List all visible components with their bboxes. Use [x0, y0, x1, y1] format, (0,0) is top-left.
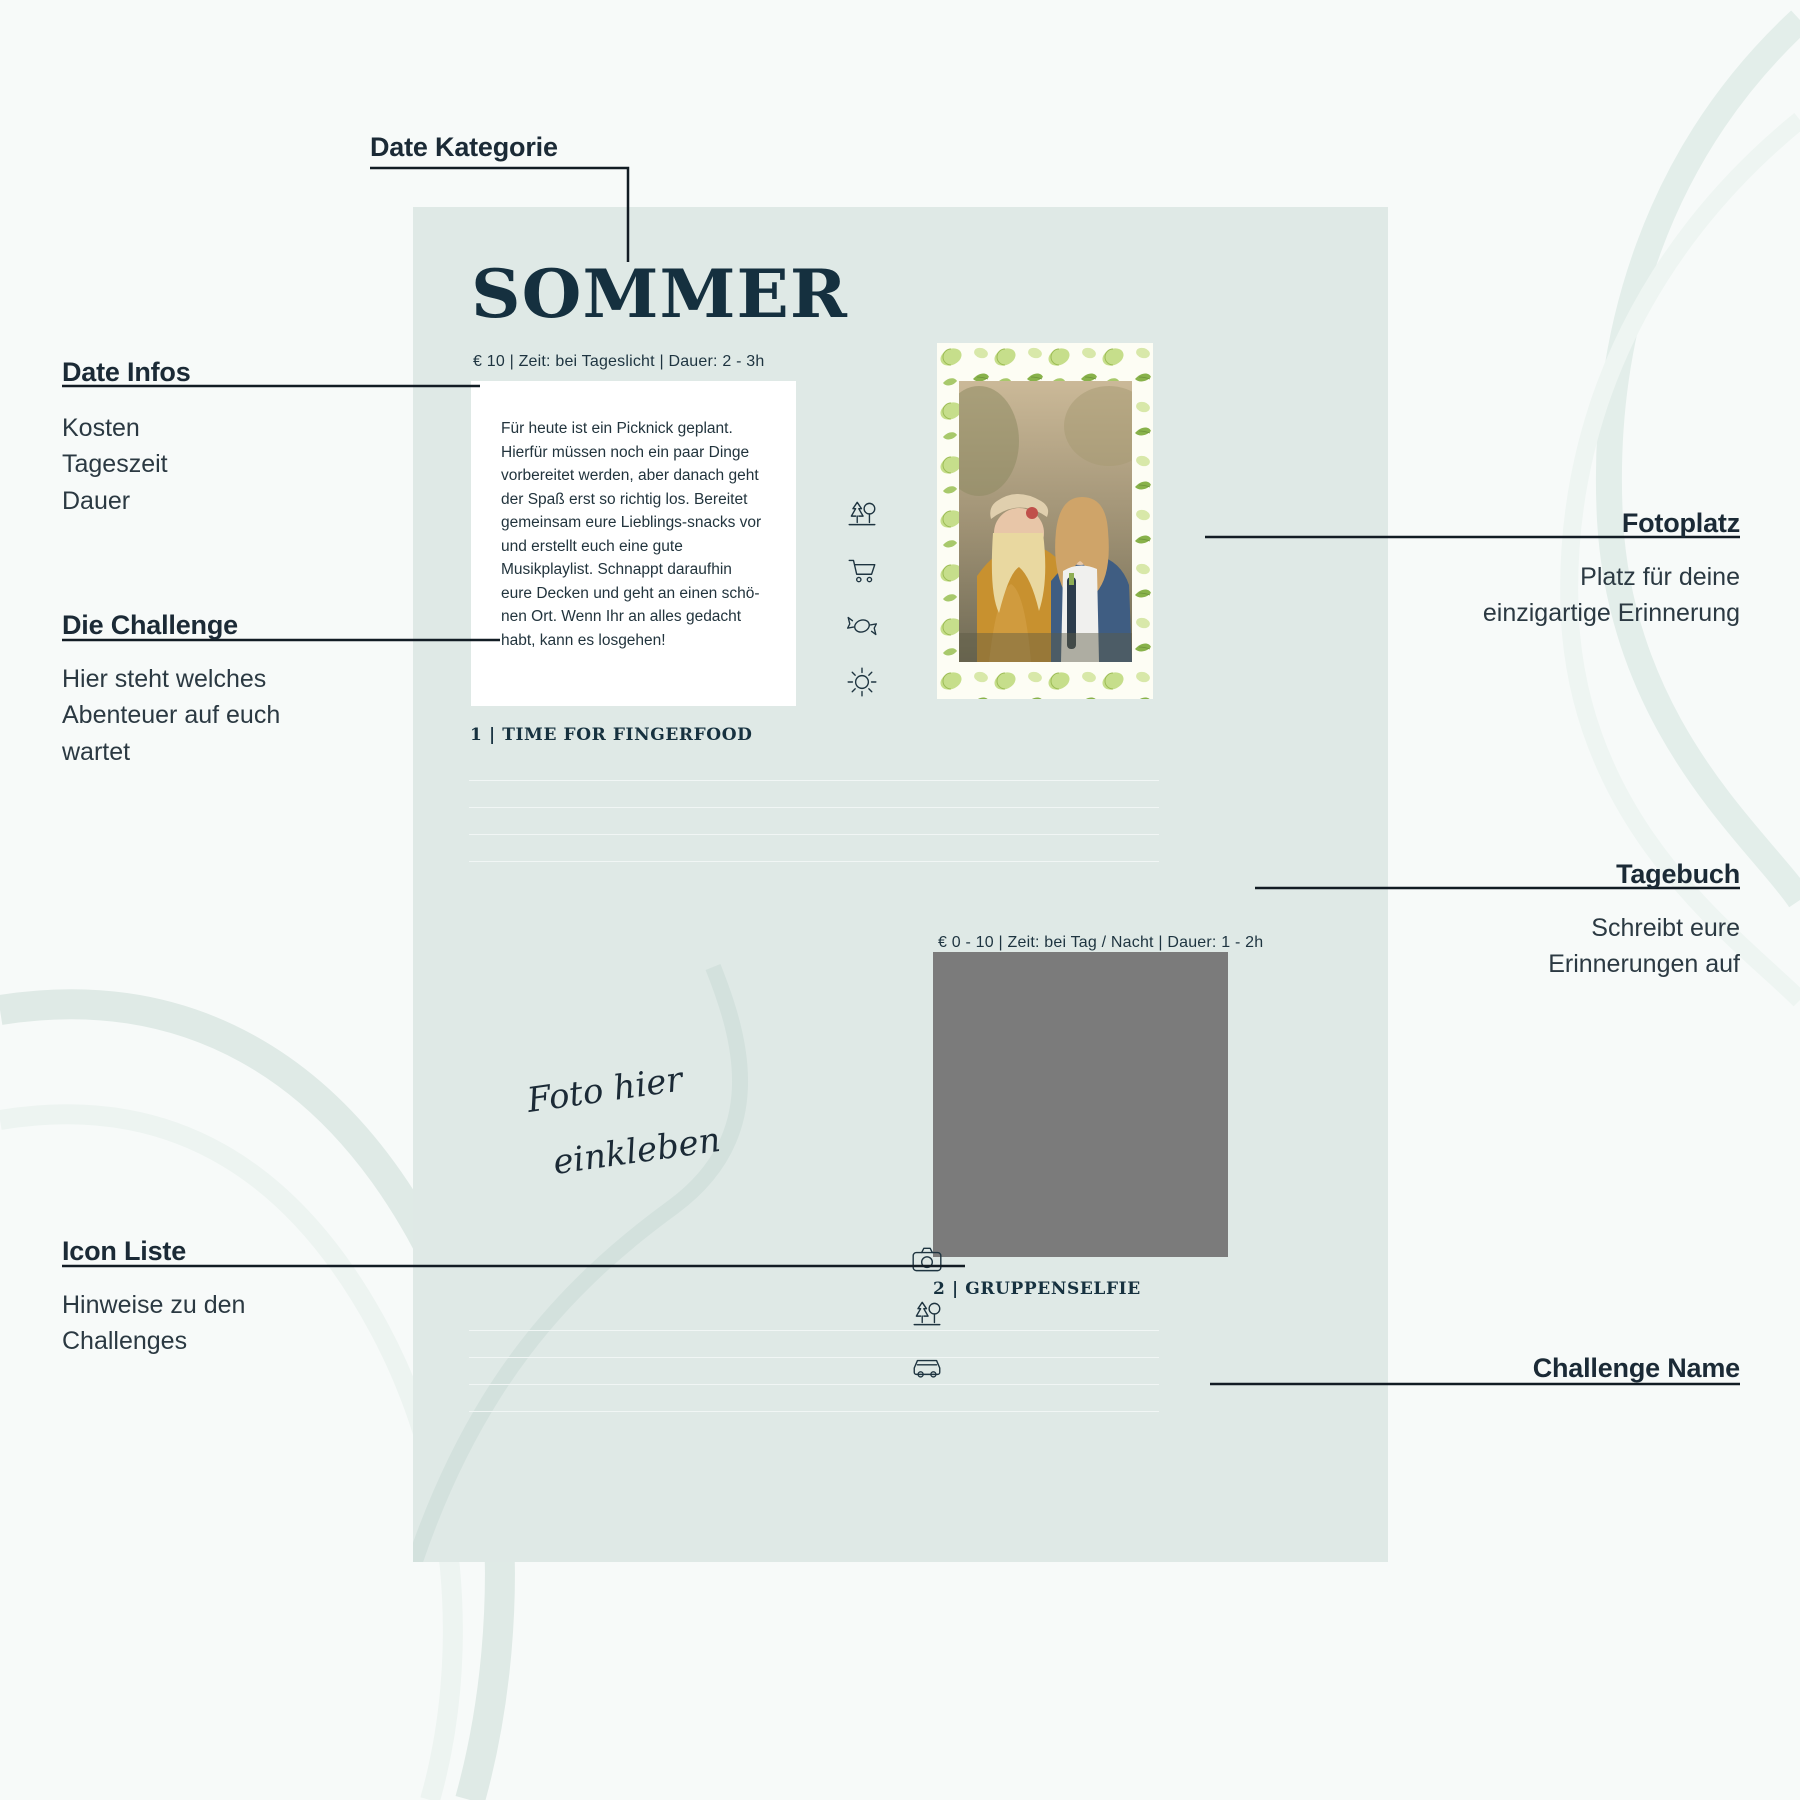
journal-line: [469, 780, 1159, 781]
annotation-icon-liste: [62, 1236, 245, 1360]
challenge-1-icon-list: [845, 497, 879, 699]
sun-icon: [845, 665, 879, 699]
annotation-line: einzigartige Erinnerung: [1482, 599, 1740, 628]
svg-text:Foto hier: Foto hier: [524, 1062, 686, 1121]
annotation-title: Date Kategorie: [370, 132, 558, 162]
challenge-2-name: 2 | GRUPPENSELFIE: [933, 1279, 1141, 1299]
shopping-cart-icon: [845, 553, 879, 587]
annotation-title: Die Challenge: [62, 610, 238, 640]
annotation-line: Abenteuer auf euch: [62, 701, 281, 730]
journal-lines-top: [469, 780, 1159, 888]
annotation-line: Challenges: [62, 1327, 188, 1356]
photo-placeholder-image: [959, 381, 1132, 662]
annotation-title: Tagebuch: [1616, 859, 1740, 889]
photo-frame-challenge-1: [937, 343, 1153, 699]
challenge-2-meta: € 0 - 10 | Zeit: bei Tag / Nacht | Dauer: 1 - 2h: [938, 934, 1264, 951]
annotation-line: Schreibt eure: [1591, 914, 1740, 942]
annotation-line: wartet: [62, 737, 131, 766]
svg-text:einkleben: einkleben: [550, 1119, 723, 1183]
annotation-line: Hinweise zu den: [62, 1291, 246, 1319]
candy-icon: [845, 609, 879, 643]
annotation-title: Fotoplatz: [1621, 508, 1740, 538]
annotation-line: Erinnerungen auf: [1548, 950, 1740, 979]
challenge-1-description-text: Für heute ist ein Picknick geplant. Hierfür müssen noch ein paar Dinge vorbereitet werden, aber danach geht der Spaß erst so richtig los. Bereitet gemeinsam eure Lieblings-snacks vor und erstellt euch eine gute Musikplaylist. Schnappt daraufhin eure Decken und geht an einen schö-nen Ort. Wenn Ihr an alles gedacht habt, kann es losgehen!: [501, 420, 762, 649]
journal-line: [469, 807, 1159, 808]
photo-placeholder-challenge-2: [933, 952, 1228, 1257]
foto-hier-einkleben-handwriting: [523, 1062, 803, 1192]
annotation-line: Dauer: [62, 486, 131, 515]
annotation-challenge-name: [1220, 1353, 1740, 1384]
journal-line: [469, 1357, 1159, 1358]
challenge-1-name: 1 | TIME FOR FINGERFOOD: [470, 725, 753, 745]
annotation-die-challenge: [62, 610, 280, 770]
journal-line: [469, 861, 1159, 862]
annotation-date-kategorie: [370, 132, 558, 163]
camera-icon: [910, 1243, 944, 1277]
annotation-line: Hier steht welches: [62, 665, 267, 693]
annotation-title: Date Infos: [62, 357, 191, 387]
annotation-line: Platz für deine: [1580, 563, 1740, 591]
annotation-line: Kosten: [62, 414, 140, 442]
annotation-tagebuch: [1220, 859, 1740, 983]
annotation-title: Icon Liste: [62, 1236, 187, 1266]
journal-line: [469, 1330, 1159, 1331]
challenge-1-description-card: [471, 381, 796, 706]
challenge-1-meta: € 10 | Zeit: bei Tageslicht | Dauer: 2 - 3h: [473, 353, 765, 370]
page-title: SOMMER: [471, 255, 848, 333]
annotation-date-infos: [62, 357, 191, 519]
annotation-line: Tageszeit: [62, 450, 168, 479]
journal-line: [469, 1411, 1159, 1412]
park-trees-icon: [910, 1297, 944, 1331]
park-trees-icon: [845, 497, 879, 531]
journal-line: [469, 834, 1159, 835]
journal-lines-bottom: [469, 1330, 1159, 1438]
annotation-title: Challenge Name: [1532, 1353, 1740, 1383]
journal-line: [469, 1384, 1159, 1385]
annotation-fotoplatz: [1220, 508, 1740, 632]
